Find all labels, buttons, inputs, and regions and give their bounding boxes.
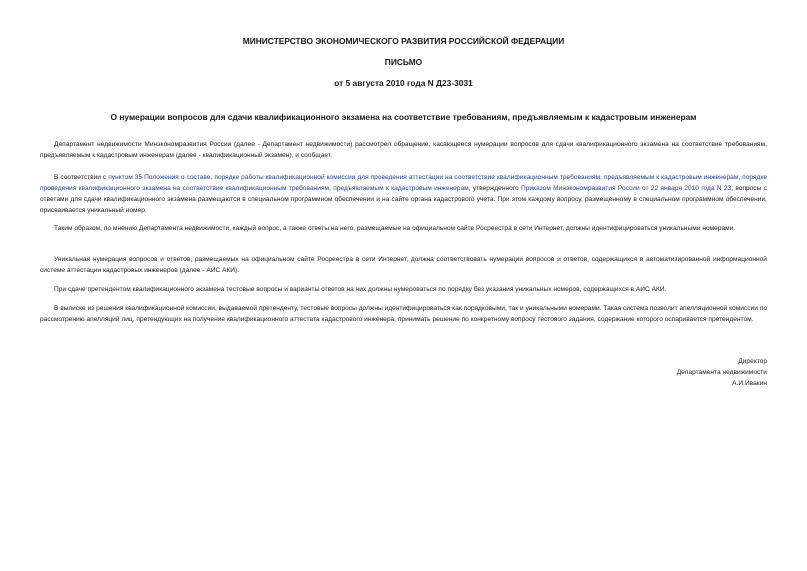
paragraph-2-text-c: , вопросы с ответами для сдачи квалификационного экзамена размещаются в специальном программном обеспечении и на сайте органа кадастрового учета. При этом каждому вопросу, размещенному в специальном программном обеспечении, присваивается уникальный номер. <box>40 185 767 214</box>
paragraph-6: В выписке из решения квалификационной комиссии, выдаваемой претенденту, тестовые вопросы должны идентифицироваться как порядковыми, так и уникальными номерами. Такая система позволит апелляционной комиссии по рассмотрению апелляций лиц, претендующих на получение квалификационного аттестата кадастрового инженера, принимать решение по конкретному вопросу тестового задания, содержание которого оспаривается претендентом. <box>40 305 767 323</box>
document-type: ПИСЬМО <box>384 57 423 67</box>
document-date-number: от 5 августа 2010 года N Д23-3031 <box>334 78 473 88</box>
letter-subject: О нумерации вопросов для сдачи квалификационного экзамена на соответствие требованиям, предъявляемым к кадастровым инженерам <box>110 112 697 122</box>
signature-department: Департамента недвижимости <box>676 369 767 376</box>
paragraph-4: Уникальная нумерация вопросов и ответов, размещаемых на официальном сайте Росреестра в сети Интернет, должна соответствовать нумерации вопросов и ответов, содержащихся в автоматизированной информационной системе аттестации кадастровых инженеров (далее - АИС АКИ). <box>40 256 767 274</box>
paragraph-1: Департамент недвижимости Минэкономразвития России (далее - Департамент недвижимости) рассмотрел обращение, касающееся нумерации вопросов для сдачи квалификационного экзамена на соответствие требованиям, предъявляемым к кадастровым инженерам (далее - квалификационный экзамен), и сообщает. <box>40 141 767 159</box>
order-link[interactable]: Приказом Минэкономразвития России от 22 января 2010 года N 23 <box>521 185 732 192</box>
paragraph-2 <box>40 172 767 216</box>
paragraph-5: При сдаче претендентом квалификационного экзамена тестовые вопросы и варианты ответов на них должны нумероваться по порядку без указания уникальных номеров, содержащихся в АИС АКИ. <box>54 286 667 293</box>
ministry-heading: МИНИСТЕРСТВО ЭКОНОМИЧЕСКОГО РАЗВИТИЯ РОССИЙСКОЙ ФЕДЕРАЦИИ <box>242 36 565 46</box>
paragraph-2-text-b: , утвержденного <box>468 185 522 192</box>
signature-name: А.И.Ивакин <box>732 380 767 387</box>
regulation-link[interactable]: пунктом 35 Положения о составе, порядке работы квалификационной комиссии для проведения аттестации на соответствие квалификационным требованиям, предъявляемым к кадастровым инженерам, порядке проведения квалификационного экзамена на соответствие квалификационным требованиям, предъявляемым к кадастровым инженерам <box>40 174 768 192</box>
paragraph-2-text-a: В соответствии с <box>54 174 109 181</box>
paragraph-3: Таким образом, по мнению Департамента недвижимости, каждый вопрос, а также ответы на него, размещаемые на официальном сайте Росреестра в сети Интернет, должны идентифицироваться уникальными номерами. <box>54 225 736 232</box>
signature-position: Директор <box>738 358 767 365</box>
